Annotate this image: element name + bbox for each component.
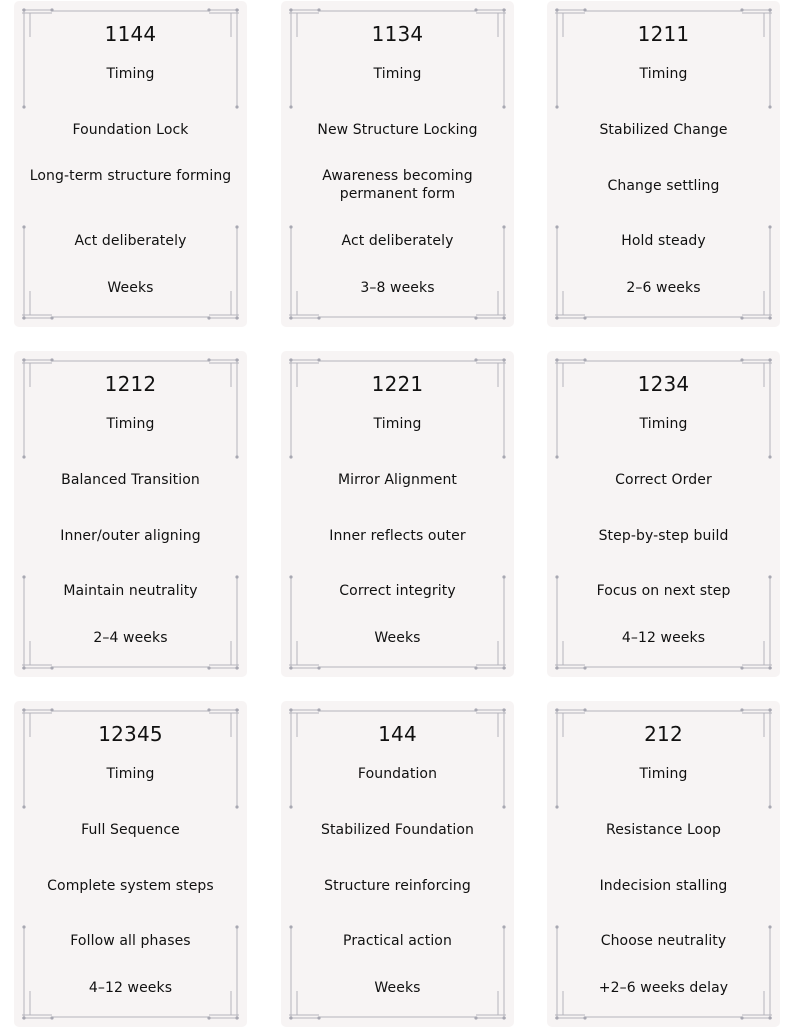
card-action: Correct integrity	[339, 583, 456, 599]
card-frame-ornament	[555, 709, 772, 1019]
frame-dot	[768, 358, 771, 361]
card-category: Timing	[106, 66, 155, 82]
frame-dot	[768, 455, 771, 458]
frame-dot	[50, 358, 53, 361]
frame-dot	[555, 316, 558, 319]
frame-dot	[289, 358, 292, 361]
card-frame-ornament	[555, 9, 772, 319]
card-category: Timing	[106, 416, 155, 432]
card-category: Timing	[639, 766, 688, 782]
frame-dot	[740, 1016, 743, 1019]
frame-dot	[555, 805, 558, 808]
frame-dot	[768, 225, 771, 228]
card-1221	[281, 351, 514, 677]
frame-dot	[50, 316, 53, 319]
frame-dot	[235, 575, 238, 578]
frame-dot	[583, 708, 586, 711]
frame-dot	[50, 1016, 53, 1019]
frame-dot	[555, 575, 558, 578]
card-frame-ornament	[289, 9, 506, 319]
card-1212	[14, 351, 247, 677]
frame-dot	[22, 358, 25, 361]
frame-dot	[235, 105, 238, 108]
card-1234	[547, 351, 780, 677]
frame-dot	[555, 8, 558, 11]
frame-dot	[768, 805, 771, 808]
card-frame-ornament	[289, 359, 506, 669]
frame-dot	[768, 1016, 771, 1019]
frame-dot	[502, 455, 505, 458]
frame-dot	[502, 8, 505, 11]
card-name: Correct Order	[615, 472, 712, 488]
frame-dot	[289, 8, 292, 11]
frame-dot	[317, 316, 320, 319]
card-action: Focus on next step	[596, 583, 731, 599]
frame-dot	[474, 8, 477, 11]
card-duration: 4–12 weeks	[621, 630, 706, 646]
frame-dot	[502, 925, 505, 928]
card-category: Timing	[639, 66, 688, 82]
frame-dot	[555, 1016, 558, 1019]
frame-dot	[474, 708, 477, 711]
card-number: 1144	[104, 22, 157, 46]
frame-dot	[555, 225, 558, 228]
frame-dot	[289, 316, 292, 319]
card-duration: 2–4 weeks	[93, 630, 168, 646]
frame-dot	[555, 666, 558, 669]
frame-dot	[207, 666, 210, 669]
frame-dot	[235, 455, 238, 458]
card-action: Practical action	[343, 933, 452, 949]
frame-dot	[555, 358, 558, 361]
card-number: 212	[644, 722, 683, 746]
card-number: 1134	[371, 22, 424, 46]
frame-dot	[22, 316, 25, 319]
frame-dot	[235, 225, 238, 228]
card-1211	[547, 1, 780, 327]
frame-dot	[768, 575, 771, 578]
frame-dot	[289, 708, 292, 711]
card-12345	[14, 701, 247, 1027]
frame-dot	[207, 358, 210, 361]
frame-dot	[50, 666, 53, 669]
frame-dot	[235, 666, 238, 669]
frame-dot	[50, 8, 53, 11]
card-action: Hold steady	[621, 233, 706, 249]
card-duration: 4–12 weeks	[88, 980, 173, 996]
frame-dot	[235, 1016, 238, 1019]
frame-dot	[317, 1016, 320, 1019]
card-action: Act deliberately	[74, 233, 187, 249]
card-name: Stabilized Foundation	[320, 822, 475, 838]
frame-dot	[740, 358, 743, 361]
card-name: Mirror Alignment	[337, 472, 458, 488]
frame-dot	[740, 8, 743, 11]
card-212	[547, 701, 780, 1027]
frame-dot	[502, 316, 505, 319]
frame-dot	[502, 708, 505, 711]
frame-dot	[22, 1016, 25, 1019]
frame-dot	[289, 925, 292, 928]
card-number: 1211	[637, 22, 690, 46]
frame-dot	[289, 575, 292, 578]
card-action: Choose neutrality	[600, 933, 727, 949]
frame-dot	[768, 316, 771, 319]
frame-dot	[235, 358, 238, 361]
frame-dot	[22, 666, 25, 669]
frame-dot	[235, 316, 238, 319]
frame-dot	[207, 8, 210, 11]
card-number: 144	[378, 722, 417, 746]
frame-dot	[768, 925, 771, 928]
frame-dot	[22, 8, 25, 11]
frame-dot	[289, 1016, 292, 1019]
frame-dot	[583, 316, 586, 319]
frame-dot	[235, 925, 238, 928]
frame-dot	[317, 8, 320, 11]
frame-dot	[317, 708, 320, 711]
frame-dot	[207, 316, 210, 319]
frame-dot	[555, 925, 558, 928]
card-number: 1221	[371, 372, 424, 396]
frame-dot	[22, 708, 25, 711]
card-number: 12345	[98, 722, 163, 746]
card-frame-ornament	[22, 359, 239, 669]
frame-dot	[317, 358, 320, 361]
frame-dot	[740, 708, 743, 711]
frame-dot	[768, 666, 771, 669]
frame-dot	[583, 358, 586, 361]
frame-dot	[502, 805, 505, 808]
frame-dot	[22, 805, 25, 808]
card-name: Foundation Lock	[72, 122, 189, 138]
card-name: Full Sequence	[81, 822, 180, 838]
frame-dot	[235, 708, 238, 711]
frame-dot	[207, 1016, 210, 1019]
card-meaning: Inner reflects outer	[329, 528, 466, 544]
frame-dot	[22, 105, 25, 108]
card-number: 1234	[637, 372, 690, 396]
frame-dot	[555, 708, 558, 711]
card-duration: 3–8 weeks	[360, 280, 435, 296]
frame-dot	[768, 8, 771, 11]
card-duration: Weeks	[107, 280, 154, 296]
card-action: Follow all phases	[70, 933, 191, 949]
card-name: Resistance Loop	[606, 822, 721, 838]
card-1134	[281, 1, 514, 327]
frame-dot	[50, 708, 53, 711]
card-frame-ornament	[22, 709, 239, 1019]
frame-dot	[289, 805, 292, 808]
frame-dot	[502, 575, 505, 578]
card-category: Timing	[639, 416, 688, 432]
frame-dot	[235, 8, 238, 11]
card-meaning: Long-term structure forming	[29, 168, 232, 184]
card-duration: 2–6 weeks	[626, 280, 701, 296]
card-1144	[14, 1, 247, 327]
frame-dot	[502, 666, 505, 669]
card-name: New Structure Locking	[317, 122, 478, 138]
card-meaning: Change settling	[607, 178, 720, 194]
frame-dot	[583, 666, 586, 669]
frame-dot	[207, 708, 210, 711]
frame-dot	[740, 666, 743, 669]
card-meaning: Structure reinforcing	[324, 878, 471, 894]
frame-dot	[474, 666, 477, 669]
frame-dot	[289, 666, 292, 669]
frame-dot	[235, 805, 238, 808]
card-category: Foundation	[357, 766, 438, 782]
card-frame-ornament	[289, 709, 506, 1019]
card-meaning: Step-by-step build	[598, 528, 729, 544]
frame-dot	[555, 455, 558, 458]
frame-dot	[583, 1016, 586, 1019]
frame-dot	[474, 358, 477, 361]
frame-dot	[502, 1016, 505, 1019]
card-category: Timing	[106, 766, 155, 782]
card-duration: +2–6 weeks delay	[598, 980, 729, 996]
card-category: Timing	[373, 66, 422, 82]
frame-dot	[474, 1016, 477, 1019]
card-number: 1212	[104, 372, 157, 396]
frame-dot	[22, 225, 25, 228]
card-duration: Weeks	[374, 630, 421, 646]
frame-dot	[317, 666, 320, 669]
card-meaning: Complete system steps	[47, 878, 214, 894]
card-category: Timing	[373, 416, 422, 432]
frame-dot	[289, 455, 292, 458]
frame-dot	[22, 575, 25, 578]
frame-dot	[502, 225, 505, 228]
frame-dot	[22, 925, 25, 928]
card-144	[281, 701, 514, 1027]
frame-dot	[289, 105, 292, 108]
card-action: Maintain neutrality	[63, 583, 198, 599]
card-duration: Weeks	[374, 980, 421, 996]
card-action: Act deliberately	[341, 233, 454, 249]
frame-dot	[289, 225, 292, 228]
card-frame-ornament	[555, 359, 772, 669]
frame-dot	[22, 455, 25, 458]
card-frame-ornament	[22, 9, 239, 319]
frame-dot	[768, 105, 771, 108]
frame-dot	[740, 316, 743, 319]
frame-dot	[555, 105, 558, 108]
frame-dot	[583, 8, 586, 11]
frame-dot	[502, 358, 505, 361]
card-name: Stabilized Change	[599, 122, 728, 138]
frame-dot	[768, 708, 771, 711]
frame-dot	[502, 105, 505, 108]
card-meaning: Awareness becoming permanent form	[322, 168, 473, 202]
card-meaning: Inner/outer aligning	[60, 528, 201, 544]
card-meaning: Indecision stalling	[599, 878, 728, 894]
card-name: Balanced Transition	[61, 472, 200, 488]
frame-dot	[474, 316, 477, 319]
